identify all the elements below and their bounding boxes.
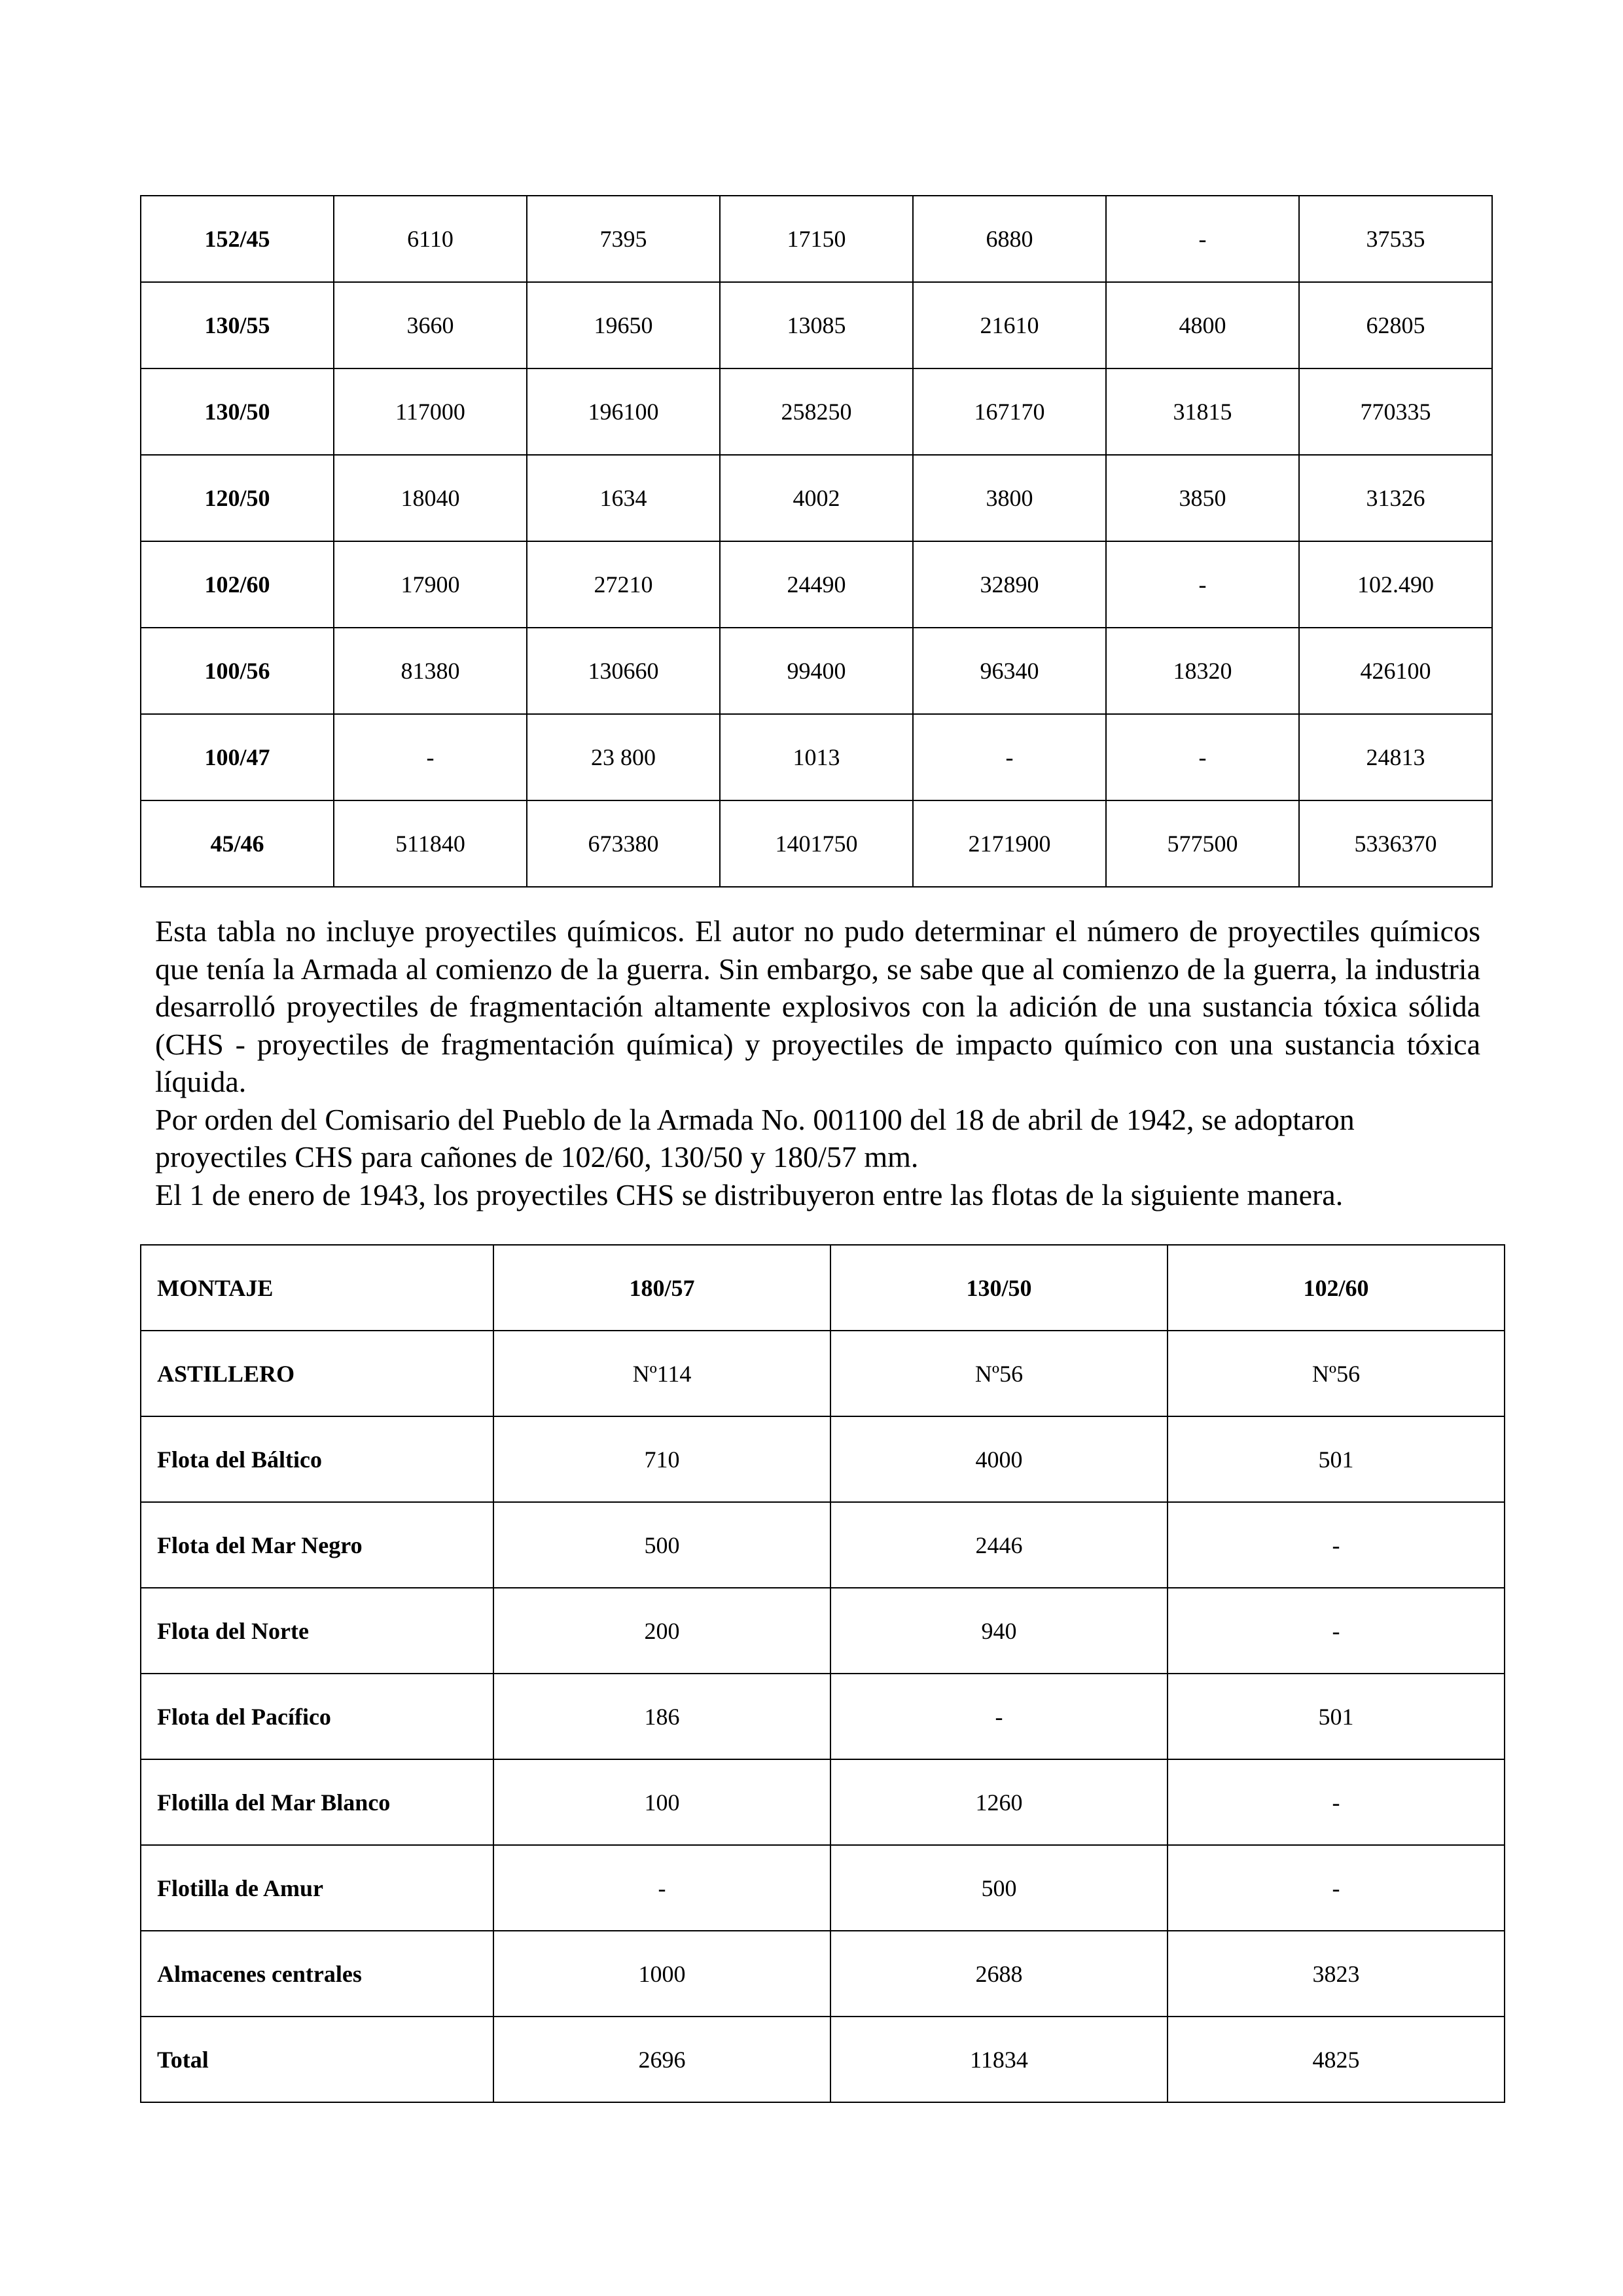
table-cell: 18040 — [334, 455, 527, 541]
table-row — [141, 1245, 1505, 1331]
table-cell: 13085 — [720, 282, 913, 368]
table-cell: - — [1106, 196, 1299, 282]
table-cell: 673380 — [527, 800, 720, 887]
table-cell: 6880 — [913, 196, 1106, 282]
table-cell: - — [334, 714, 527, 800]
row-header-cell: 120/50 — [141, 455, 334, 541]
table-cell: 2171900 — [913, 800, 1106, 887]
table-cell: 1000 — [493, 1931, 830, 2017]
table-row — [141, 1931, 1505, 2017]
table-cell: 426100 — [1299, 628, 1492, 714]
table-cell: 24813 — [1299, 714, 1492, 800]
table-row — [141, 800, 1492, 887]
table-cell: 511840 — [334, 800, 527, 887]
table-row — [141, 714, 1492, 800]
table-cell: 102/60 — [1168, 1245, 1505, 1331]
table-cell: Nº56 — [830, 1331, 1168, 1416]
row-header-cell: Total — [141, 2017, 493, 2102]
table-cell: 32890 — [913, 541, 1106, 628]
table-cell: 258250 — [720, 368, 913, 455]
table-row — [141, 1502, 1505, 1588]
table-cell: 31326 — [1299, 455, 1492, 541]
table-cell: Nº56 — [1168, 1331, 1505, 1416]
table-row — [141, 1845, 1505, 1931]
table-cell: 100 — [493, 1759, 830, 1845]
row-header-cell: 45/46 — [141, 800, 334, 887]
table-cell: 18320 — [1106, 628, 1299, 714]
table-cell: 23 800 — [527, 714, 720, 800]
chs-distribution-table — [140, 1244, 1505, 2103]
table-cell: 96340 — [913, 628, 1106, 714]
table-cell: 940 — [830, 1588, 1168, 1674]
row-header-cell: Flota del Norte — [141, 1588, 493, 1674]
body-text — [155, 912, 1480, 1213]
row-header-cell: Flota del Báltico — [141, 1416, 493, 1502]
table-cell: 81380 — [334, 628, 527, 714]
table-cell: 2446 — [830, 1502, 1168, 1588]
table-cell: 4002 — [720, 455, 913, 541]
table-cell: 770335 — [1299, 368, 1492, 455]
table-cell: 17900 — [334, 541, 527, 628]
table-cell: 2688 — [830, 1931, 1168, 2017]
row-header-cell: 102/60 — [141, 541, 334, 628]
table-cell: 1634 — [527, 455, 720, 541]
table-row — [141, 541, 1492, 628]
table-cell: 11834 — [830, 2017, 1168, 2102]
row-header-cell: 130/55 — [141, 282, 334, 368]
table-cell: - — [1168, 1588, 1505, 1674]
table-cell: 3850 — [1106, 455, 1299, 541]
row-header-cell: MONTAJE — [141, 1245, 493, 1331]
table-cell: 130660 — [527, 628, 720, 714]
table-cell: - — [1168, 1502, 1505, 1588]
table-cell: - — [493, 1845, 830, 1931]
table-row — [141, 1588, 1505, 1674]
table-row — [141, 282, 1492, 368]
table-cell: 501 — [1168, 1416, 1505, 1502]
table-cell: 501 — [1168, 1674, 1505, 1759]
table-cell: 167170 — [913, 368, 1106, 455]
paragraph-chemical-shells: Esta tabla no incluye proyectiles químicos. El autor no pudo determinar el número de proyectiles químicos que tenía la Armada al comienzo de la guerra. Sin embargo, se sabe que al comienzo de la guerra, la industria desarrolló proyectiles de fragmentación altamente explosivos con la adición de una sustancia tóxica sólida (CHS - proyectiles de fragmentación química) y proyectiles de impacto químico con una sustancia tóxica líquida. — [155, 914, 1480, 1098]
table-cell: - — [1106, 541, 1299, 628]
table-row — [141, 628, 1492, 714]
row-header-cell: 130/50 — [141, 368, 334, 455]
table-cell: 1401750 — [720, 800, 913, 887]
table-cell: 196100 — [527, 368, 720, 455]
table-cell: - — [913, 714, 1106, 800]
table-cell: - — [1168, 1845, 1505, 1931]
table-cell: 500 — [493, 1502, 830, 1588]
table-cell: 102.490 — [1299, 541, 1492, 628]
row-header-cell: 100/56 — [141, 628, 334, 714]
table-cell: 710 — [493, 1416, 830, 1502]
table-row — [141, 196, 1492, 282]
table-cell: 117000 — [334, 368, 527, 455]
table-cell: 180/57 — [493, 1245, 830, 1331]
table-cell: 3823 — [1168, 1931, 1505, 2017]
table-row — [141, 1759, 1505, 1845]
table-cell: 4000 — [830, 1416, 1168, 1502]
table-cell: 130/50 — [830, 1245, 1168, 1331]
table-cell: 500 — [830, 1845, 1168, 1931]
table-cell: 186 — [493, 1674, 830, 1759]
table-cell: Nº114 — [493, 1331, 830, 1416]
table-row — [141, 1674, 1505, 1759]
row-header-cell: Flotilla del Mar Blanco — [141, 1759, 493, 1845]
table-cell: 62805 — [1299, 282, 1492, 368]
table-row — [141, 368, 1492, 455]
table-row — [141, 1416, 1505, 1502]
table-cell: 200 — [493, 1588, 830, 1674]
table-cell: 577500 — [1106, 800, 1299, 887]
table-cell: 7395 — [527, 196, 720, 282]
table-cell: - — [830, 1674, 1168, 1759]
table-cell: - — [1168, 1759, 1505, 1845]
table-cell: 1260 — [830, 1759, 1168, 1845]
table-cell: 4800 — [1106, 282, 1299, 368]
table-cell: 17150 — [720, 196, 913, 282]
table-cell: 5336370 — [1299, 800, 1492, 887]
table-cell: 37535 — [1299, 196, 1492, 282]
table-row — [141, 1331, 1505, 1416]
table-cell: 27210 — [527, 541, 720, 628]
paragraph-distribution: El 1 de enero de 1943, los proyectiles CHS se distribuyeron entre las flotas de la siguiente manera. — [155, 1177, 1344, 1211]
table-cell: 3800 — [913, 455, 1106, 541]
table-cell: 31815 — [1106, 368, 1299, 455]
table-cell: 3660 — [334, 282, 527, 368]
table-cell: 6110 — [334, 196, 527, 282]
row-header-cell: Flota del Pacífico — [141, 1674, 493, 1759]
table-cell: 24490 — [720, 541, 913, 628]
table-row — [141, 455, 1492, 541]
row-header-cell: Almacenes centrales — [141, 1931, 493, 2017]
table-cell: 1013 — [720, 714, 913, 800]
paragraph-order: Por orden del Comisario del Pueblo de la Armada No. 001100 del 18 de abril de 1942, se adoptaron proyectiles CHS para cañones de 102/60, 130/50 y 180/57 mm. — [155, 1102, 1355, 1174]
table-cell: 4825 — [1168, 2017, 1505, 2102]
table-cell: 19650 — [527, 282, 720, 368]
table-cell: 2696 — [493, 2017, 830, 2102]
table-cell: 99400 — [720, 628, 913, 714]
table-cell: 21610 — [913, 282, 1106, 368]
row-header-cell: Flota del Mar Negro — [141, 1502, 493, 1588]
ammunition-by-caliber-table — [140, 195, 1493, 888]
row-header-cell: 152/45 — [141, 196, 334, 282]
table-cell: - — [1106, 714, 1299, 800]
row-header-cell: ASTILLERO — [141, 1331, 493, 1416]
row-header-cell: Flotilla de Amur — [141, 1845, 493, 1931]
row-header-cell: 100/47 — [141, 714, 334, 800]
table-row — [141, 2017, 1505, 2102]
